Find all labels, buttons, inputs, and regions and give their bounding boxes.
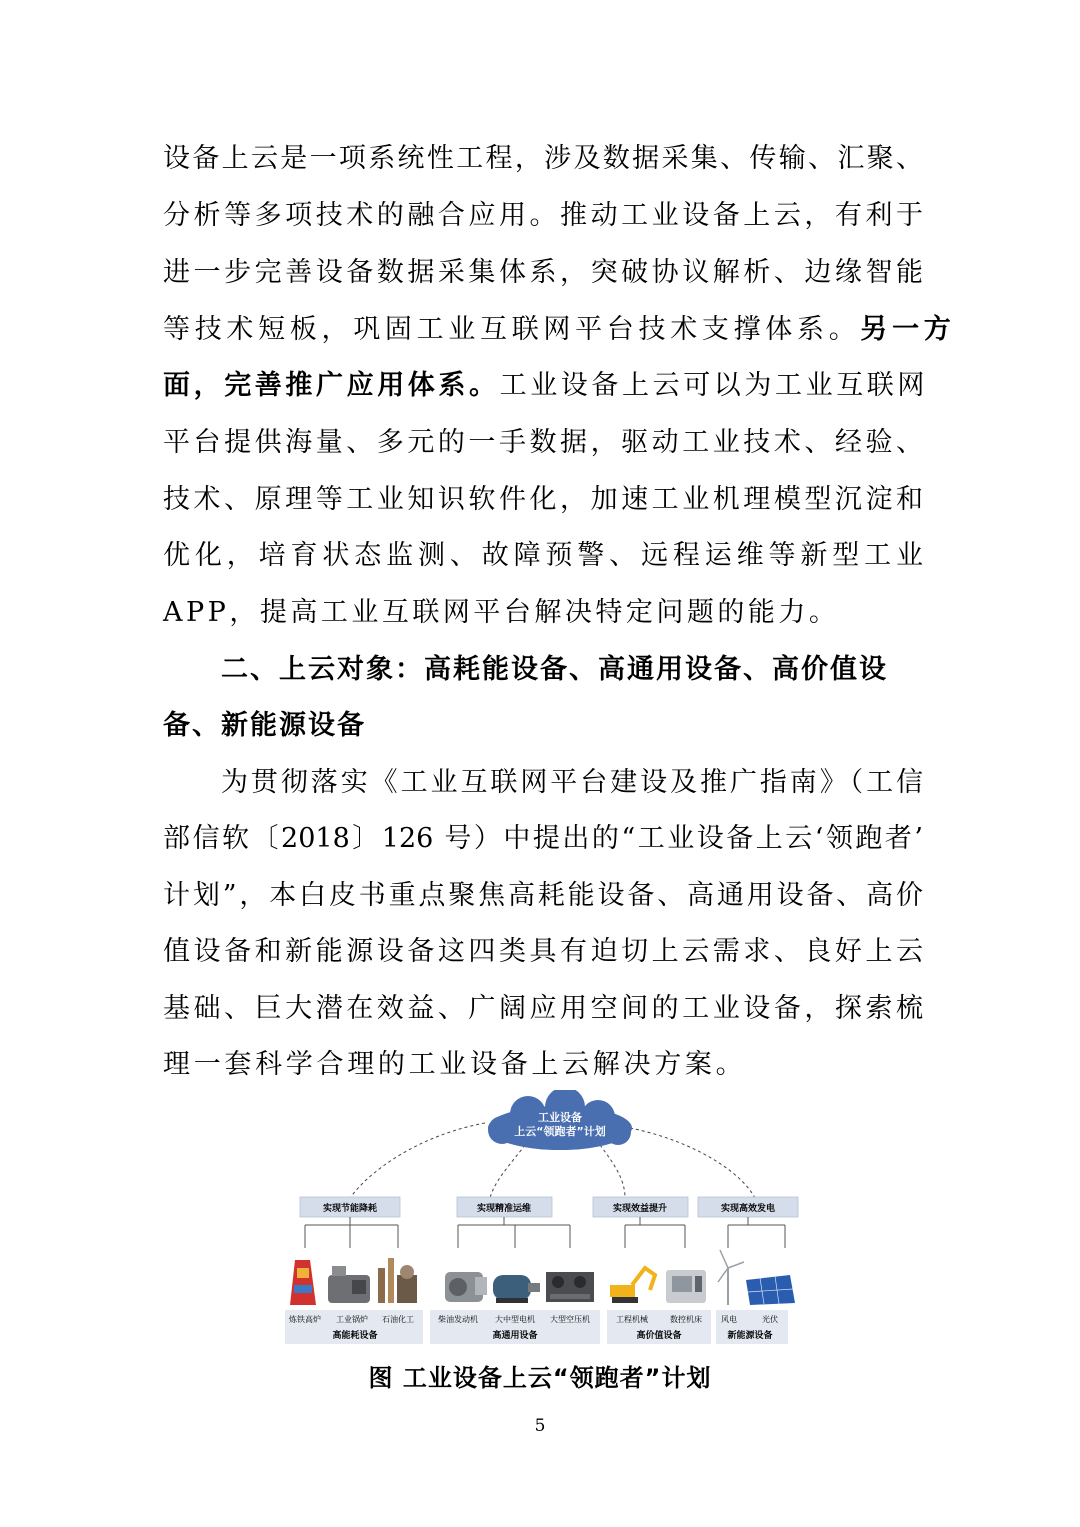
excavator-icon: [610, 1268, 655, 1303]
section-heading-line-2: 备、新能源设备: [163, 710, 366, 741]
para1-line-8: 优化，培育状态监测、故障预警、远程运维等新型工业: [163, 540, 923, 571]
wind-turbine-icon: [718, 1250, 744, 1305]
blast-furnace-icon: [290, 1260, 316, 1305]
diesel-engine-icon: [445, 1272, 487, 1302]
industrial-boiler-icon: [328, 1266, 370, 1303]
goal-label: 实现高效发电: [720, 1204, 776, 1214]
figure-caption: 图 工业设备上云“领跑者”计划: [368, 1364, 712, 1392]
para2-line-4: 值设备和新能源设备这四类具有迫切上云需求、良好上云: [163, 936, 923, 967]
para1-line-2: 分析等多项技术的融合应用。推动工业设备上云，有利于: [163, 200, 923, 231]
bold-phrase-1: 另一方: [860, 314, 956, 345]
goal-label: 实现节能降耗: [322, 1204, 378, 1214]
section-heading-line-1: 二、上云对象：高耗能设备、高通用设备、高价值设: [221, 654, 888, 685]
equipment-label: 数控机床: [670, 1315, 702, 1324]
para2-line-3: 计划”，本白皮书重点聚焦高耗能设备、高通用设备、高价: [163, 880, 923, 911]
equipment-label: 风电: [721, 1315, 737, 1324]
cnc-machine-icon: [666, 1270, 706, 1303]
category-label: 高能耗设备: [332, 1331, 378, 1341]
para1-line-4-text: 等技术短板，巩固工业互联网平台技术支撑体系。: [163, 314, 861, 345]
equipment-label: 柴油发动机: [438, 1315, 478, 1324]
para2-line-2: 部信软〔2018〕126 号）中提出的“工业设备上云‘领跑者’: [163, 823, 923, 854]
equipment-label: 工程机械: [616, 1315, 648, 1324]
equipment-label: 石油化工: [382, 1315, 414, 1324]
bold-phrase-2: 面，完善推广应用体系。: [163, 370, 500, 401]
solar-panel-icon: [746, 1275, 795, 1305]
cloud-title-1: 工业设备: [538, 1111, 582, 1124]
equipment-label: 工业锅炉: [336, 1315, 368, 1324]
category-label: 新能源设备: [727, 1331, 773, 1341]
para1-line-7: 技术、原理等工业知识软件化，加速工业机理模型沉淀和: [163, 484, 923, 515]
equipment-label: 大型空压机: [550, 1315, 590, 1324]
para1-line-9: APP，提高工业互联网平台解决特定问题的能力。: [163, 597, 840, 628]
para1-line-5-text: 工业设备上云可以为工业互联网: [499, 370, 929, 401]
goal-label: 实现效益提升: [612, 1204, 668, 1214]
para1-line-3: 进一步完善设备数据采集体系，突破协议解析、边缘智能: [163, 257, 923, 288]
para2-line-5: 基础、巨大潜在效益、广阔应用空间的工业设备，探索梳: [163, 993, 923, 1024]
electric-motor-icon: [493, 1275, 540, 1303]
equipment-label: 光伏: [762, 1315, 778, 1324]
cloud-title-2: 上云“领跑者”计划: [514, 1125, 606, 1138]
goal-label: 实现精准运维: [476, 1204, 532, 1214]
equipment-label: 大中型电机: [495, 1315, 535, 1324]
para1-line-6: 平台提供海量、多元的一手数据，驱动工业技术、经验、: [163, 427, 923, 458]
air-compressor-icon: [546, 1272, 594, 1302]
para2-line-6: 理一套科学合理的工业设备上云解决方案。: [163, 1049, 747, 1080]
bracket-connectors: [305, 1217, 785, 1248]
para1-line-5: [163, 366, 929, 406]
equipment-label: 炼铁高炉: [289, 1315, 321, 1324]
page-number: 5: [534, 1416, 546, 1436]
category-label: 高通用设备: [492, 1331, 538, 1341]
leader-plan-diagram: [280, 1090, 810, 1348]
para2-line-1: 为贯彻落实《工业互联网平台建设及推广指南》（工信: [221, 767, 923, 798]
petrochemical-icon: [378, 1258, 417, 1303]
category-label: 高价值设备: [636, 1331, 682, 1341]
para1-line-1: 设备上云是一项系统性工程，涉及数据采集、传输、汇聚、: [163, 143, 923, 174]
para1-line-4: [163, 310, 956, 350]
